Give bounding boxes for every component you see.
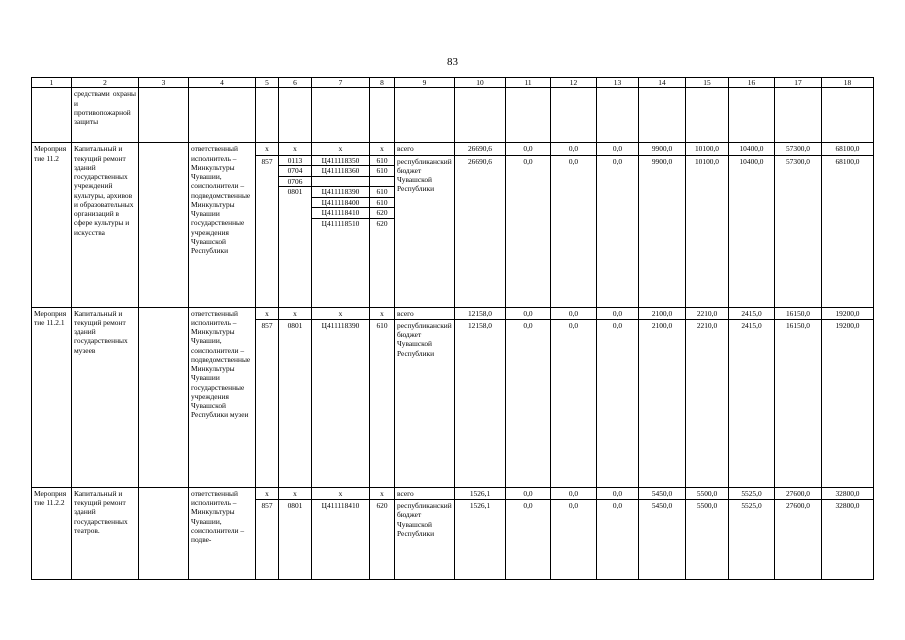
measure-name: Капитальный и текущий ремонт зданий государственных театров.: [72, 487, 139, 579]
col-header: 6: [279, 78, 312, 88]
col-header: 2: [72, 78, 139, 88]
budget-table: [31, 77, 874, 569]
responsible: ответственный исполнитель – Минкультуры Чувашии, соисполнители – подведомственные Минкультуры Чувашии государственные учреждения Чувашской Республики музеи: [189, 307, 256, 487]
budget-source: республиканский бюджет Чувашской Республики: [395, 500, 455, 580]
responsible: ответственный исполнитель – Минкультуры Чувашии, соисполнители – подведомственные Минкультуры Чувашии государственные учреждения Чувашской Республики: [189, 143, 256, 307]
measure-name: Капитальный и текущий ремонт зданий государственных музеев: [72, 307, 139, 487]
responsible: ответственный исполнитель – Минкультуры Чувашии, соисполнители – подве-: [189, 487, 256, 579]
col-header: 13: [597, 78, 639, 88]
col-header: 3: [139, 78, 189, 88]
measure-id: Мероприятие 11.2: [32, 143, 72, 307]
col-header: 9: [395, 78, 455, 88]
measure-name: средствами охраны и противопожарной защиты: [72, 88, 139, 143]
col-header: 4: [189, 78, 256, 88]
budget-source: республиканский бюджет Чувашской Республики: [395, 319, 455, 487]
col-header: 10: [455, 78, 506, 88]
col-header: 11: [506, 78, 551, 88]
column-number-row: [32, 78, 874, 88]
col-header: 15: [686, 78, 729, 88]
col-header: 14: [639, 78, 686, 88]
col-header: 5: [256, 78, 279, 88]
table-row: Мероприятие 11.2.2 Капитальный и текущий ремонт зданий государственных театров. ответственный исполнитель – Минкультуры Чувашии, соисполнители – подве- x x x x всего 1526,1 0,0 0,0 0,0 5450,0 5500,0 5525,0 27600,0 32800,0: [32, 487, 874, 499]
table-row: [32, 88, 874, 143]
col-header: 1: [32, 78, 72, 88]
col-header: 18: [822, 78, 874, 88]
measure-id: Мероприятие 11.2.1: [32, 307, 72, 487]
page-number: 83: [447, 56, 458, 68]
table-row: Мероприятие 11.2 Капитальный и текущий ремонт зданий государственных учреждений культуры, архивов и образовательных организаций в сфере культуры и искусства ответственный исполнитель – Минкультуры Чувашии, соисполнители – подведомственные Минкультуры Чувашии государственные учреждения Чувашской Республики x x x x всего 26690,6 0,0 0,0 0,0 9900,0 10100,0 10400,0 57300,0 68100,0: [32, 143, 874, 155]
col-header: 8: [370, 78, 395, 88]
col-header: 16: [729, 78, 775, 88]
budget-source: республиканский бюджет Чувашской Республики: [395, 155, 455, 307]
measure-id: Мероприятие 11.2.2: [32, 487, 72, 579]
table-row: 857 0801 Ц411118410 620 республиканский бюджет Чувашской Республики 1526,1 0,0 0,0 0,0 5450,0 5500,0 5525,0 27600,0 32800,0: [32, 500, 874, 580]
table-row: 857 0801 Ц411118390 610 республиканский бюджет Чувашской Республики 12158,0 0,0 0,0 0,0 2100,0 2210,0 2415,0 16150,0 19200,0: [32, 319, 874, 487]
measure-name: Капитальный и текущий ремонт зданий государственных учреждений культуры, архивов и образовательных организаций в сфере культуры и искусства: [72, 143, 139, 307]
table-row: Мероприятие 11.2.1 Капитальный и текущий ремонт зданий государственных музеев ответственный исполнитель – Минкультуры Чувашии, соисполнители – подведомственные Минкультуры Чувашии государственные учреждения Чувашской Республики музеи x x x x всего 12158,0 0,0 0,0 0,0 2100,0 2210,0 2415,0 16150,0 19200,0: [32, 307, 874, 319]
col-header: 17: [775, 78, 822, 88]
col-header: 12: [551, 78, 597, 88]
col-header: 7: [312, 78, 370, 88]
table-row: 857 0113 0704 0706 0801 Ц411118350 Ц411118360 Ц411118390 Ц411118400 Ц411118410 Ц411118510 610 610 610 610 620 620 республиканский бюджет Чувашской Республики 26690,6 0,0 0,0 0,0 9900,0 10100,0 10400,0 57300,0 68100,0: [32, 155, 874, 307]
